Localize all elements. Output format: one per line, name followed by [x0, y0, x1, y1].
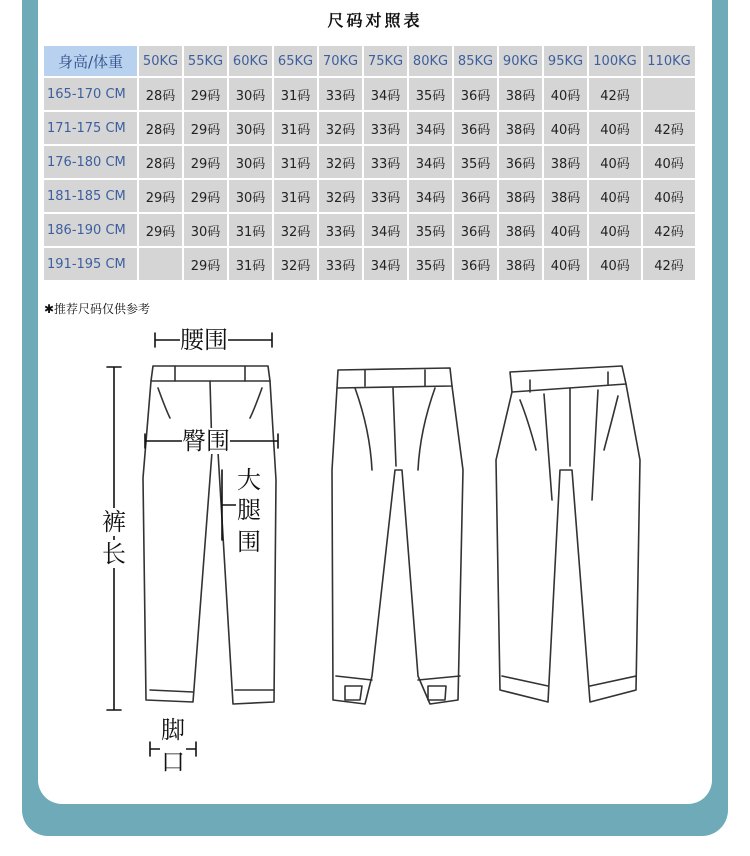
size-cell: 42码 — [643, 248, 695, 280]
size-cell: 36码 — [454, 180, 497, 212]
weight-header: 80KG — [409, 46, 452, 76]
size-cell: 33码 — [364, 180, 407, 212]
size-cell: 32码 — [319, 146, 362, 178]
size-cell: 36码 — [454, 112, 497, 144]
size-cell: 30码 — [229, 78, 272, 110]
size-cell: 36码 — [499, 146, 542, 178]
size-cell: 34码 — [409, 146, 452, 178]
size-cell: 31码 — [274, 180, 317, 212]
size-cell: 29码 — [184, 78, 227, 110]
size-cell: 30码 — [229, 180, 272, 212]
size-cell: 40码 — [643, 146, 695, 178]
size-cell: 30码 — [229, 112, 272, 144]
size-cell: 28码 — [139, 78, 182, 110]
size-cell: 40码 — [589, 146, 641, 178]
weight-header: 50KG — [139, 46, 182, 76]
size-cell: 42码 — [643, 112, 695, 144]
size-cell: 38码 — [544, 146, 587, 178]
weight-header: 90KG — [499, 46, 542, 76]
size-cell: 35码 — [409, 214, 452, 246]
size-cell: 31码 — [274, 112, 317, 144]
size-cell: 31码 — [229, 248, 272, 280]
size-cell: 33码 — [364, 146, 407, 178]
size-cell: 34码 — [364, 214, 407, 246]
weight-header: 70KG — [319, 46, 362, 76]
size-cell: 40码 — [589, 214, 641, 246]
height-cell: 165-170 CM — [44, 78, 137, 110]
size-cell: 42码 — [643, 214, 695, 246]
size-cell: 38码 — [499, 78, 542, 110]
size-cell: 40码 — [544, 248, 587, 280]
size-cell: 28码 — [139, 146, 182, 178]
weight-header: 60KG — [229, 46, 272, 76]
height-cell: 191-195 CM — [44, 248, 137, 280]
size-cell: 29码 — [139, 214, 182, 246]
size-cell: 40码 — [544, 214, 587, 246]
size-cell: 40码 — [589, 180, 641, 212]
size-cell: 34码 — [409, 180, 452, 212]
size-cell: 29码 — [184, 112, 227, 144]
size-cell: 29码 — [184, 248, 227, 280]
size-cell: 38码 — [499, 112, 542, 144]
size-cell: 36码 — [454, 248, 497, 280]
page-title: 尺码对照表 — [327, 11, 423, 30]
height-cell: 186-190 CM — [44, 214, 137, 246]
size-cell: 40码 — [544, 78, 587, 110]
size-cell: 36码 — [454, 78, 497, 110]
size-cell: 40码 — [589, 248, 641, 280]
size-cell: 30码 — [184, 214, 227, 246]
weight-header: 75KG — [364, 46, 407, 76]
size-cell: 31码 — [274, 146, 317, 178]
corner-header: 身高/体重 — [44, 46, 137, 76]
weight-header: 100KG — [589, 46, 641, 76]
recommendation-note: ✱推荐尺码仅供参考 — [44, 302, 151, 316]
size-cell: 38码 — [499, 248, 542, 280]
weight-header: 65KG — [274, 46, 317, 76]
weight-header: 110KG — [643, 46, 695, 76]
size-cell: 38码 — [544, 180, 587, 212]
size-cell: 33码 — [319, 248, 362, 280]
size-cell: 31码 — [229, 214, 272, 246]
hip-label: 臀围 — [182, 427, 230, 455]
size-cell: 40码 — [643, 180, 695, 212]
size-cell: 30码 — [229, 146, 272, 178]
size-cell: 32码 — [274, 214, 317, 246]
size-cell: 40码 — [544, 112, 587, 144]
weight-header: 95KG — [544, 46, 587, 76]
size-cell: 42码 — [589, 78, 641, 110]
thigh-label-3: 围 — [237, 528, 261, 556]
pants-front-pleated — [496, 366, 640, 702]
size-cell: 40码 — [589, 112, 641, 144]
hem-label-1: 脚 — [161, 716, 185, 744]
size-cell: 34码 — [364, 78, 407, 110]
hem-label-2: 口 — [161, 748, 185, 776]
length-label-2: 长 — [102, 540, 126, 568]
size-cell: 29码 — [184, 180, 227, 212]
pants-front-plain — [332, 368, 463, 704]
waist-label: 腰围 — [180, 326, 228, 354]
size-cell: 29码 — [184, 146, 227, 178]
size-cell: 38码 — [499, 214, 542, 246]
size-cell: 35码 — [409, 78, 452, 110]
size-cell: 34码 — [364, 248, 407, 280]
size-cell: 33码 — [364, 112, 407, 144]
height-cell: 181-185 CM — [44, 180, 137, 212]
size-cell: 34码 — [409, 112, 452, 144]
thigh-label-2: 腿 — [237, 496, 261, 524]
size-cell: 36码 — [454, 214, 497, 246]
size-cell: 31码 — [274, 78, 317, 110]
height-cell: 176-180 CM — [44, 146, 137, 178]
size-cell: 33码 — [319, 214, 362, 246]
thigh-label-1: 大 — [237, 466, 261, 494]
size-cell: 33码 — [319, 78, 362, 110]
height-cell: 171-175 CM — [44, 112, 137, 144]
length-label-1: 裤 — [102, 508, 126, 536]
size-cell: 32码 — [319, 112, 362, 144]
size-cell: 32码 — [319, 180, 362, 212]
weight-header: 55KG — [184, 46, 227, 76]
size-cell: 28码 — [139, 112, 182, 144]
size-cell: 35码 — [409, 248, 452, 280]
size-cell: 29码 — [139, 180, 182, 212]
size-cell: 32码 — [274, 248, 317, 280]
size-cell: 38码 — [499, 180, 542, 212]
size-cell: 35码 — [454, 146, 497, 178]
weight-header: 85KG — [454, 46, 497, 76]
